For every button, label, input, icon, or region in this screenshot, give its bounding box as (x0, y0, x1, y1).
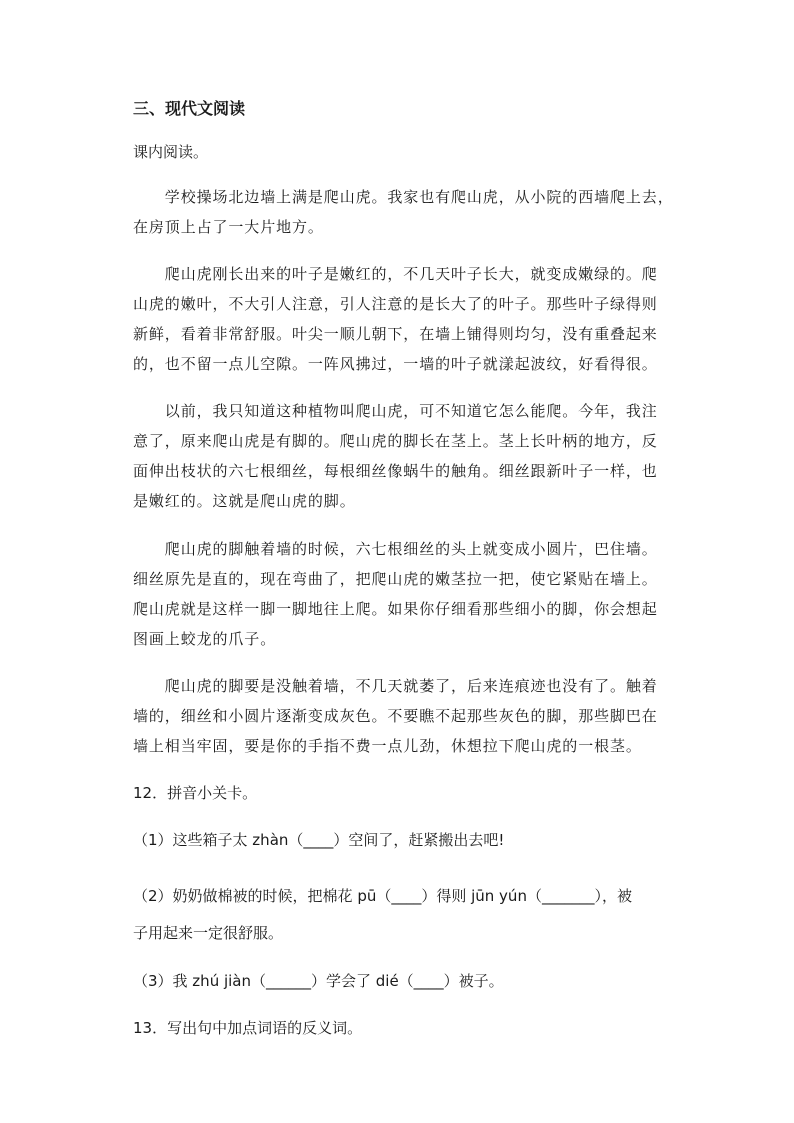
passage-line: 的，也不留一点儿空隙。一阵风拂过，一墙的叶子就漾起波纹，好看得很。 (133, 355, 658, 373)
passage-line: 墙上相当牢固，要是你的手指不费一点儿劲，休想拉下爬山虎的一根茎。 (133, 737, 642, 755)
passage-line: 面伸出枝状的六七根细丝，每根细丝像蜗牛的触角。细丝跟新叶子一样，也 (133, 462, 658, 480)
section-title: 三、现代文阅读 (133, 99, 246, 118)
passage-line: 爬山虎的脚触着墙的时候，六七根细丝的头上就变成小圆片，巴住墙。 (133, 540, 658, 558)
passage-line: 以前，我只知道这种植物叫爬山虎，可不知道它怎么能爬。今年，我注 (133, 402, 658, 420)
question-12-item-2-cont: 子用起来一定很舒服。 (133, 924, 284, 942)
passage-line: 爬山虎就是这样一脚一脚地往上爬。如果你仔细看那些细小的脚，你会想起 (133, 600, 658, 618)
passage-line: 爬山虎刚长出来的叶子是嫩红的，不几天叶子长大，就变成嫩绿的。爬 (133, 265, 658, 283)
passage-line: 细丝原先是直的，现在弯曲了，把爬山虎的嫩茎拉一把，使它紧贴在墙上。 (133, 570, 658, 588)
reading-intro: 课内阅读。 (133, 143, 209, 161)
passage-line: 山虎的嫩叶，不大引人注意，引人注意的是长大了的叶子。那些叶子绿得则 (133, 295, 658, 313)
passage-line: 爬山虎的脚要是没触着墙，不几天就萎了，后来连痕迹也没有了。触着 (133, 677, 658, 695)
passage-line: 图画上蛟龙的爪子。 (133, 630, 277, 648)
passage-line: 学校操场北边墙上满是爬山虎。我家也有爬山虎，从小院的西墙爬上去， (133, 188, 674, 206)
passage-line: 墙的，细丝和小圆片逐渐变成灰色。不要瞧不起那些灰色的脚，那些脚巴在 (133, 707, 658, 725)
passage-line: 新鲜，看着非常舒服。叶尖一顺儿朝下，在墙上铺得则均匀，没有重叠起来 (133, 325, 658, 343)
passage-line: 是嫩红的。这就是爬山虎的脚。 (133, 492, 356, 510)
question-12-item-1: （1）这些箱子太 zhàn（____）空间了，赶紧搬出去吧! (133, 831, 505, 849)
passage-line: 意了，原来爬山虎是有脚的。爬山虎的脚长在茎上。茎上长叶柄的地方，反 (133, 432, 658, 450)
question-12-item-3: （3）我 zhú jiàn（______）学会了 dié（____）被子。 (133, 972, 504, 990)
passage-line: 在房顶上占了一大片地方。 (133, 218, 324, 236)
question-12-title: 12．拼音小关卡。 (133, 784, 258, 802)
question-12-item-2: （2）奶奶做棉被的时候，把棉花 pū（____）得则 jūn yún（_______），被 (133, 887, 632, 905)
question-13-title: 13．写出句中加点词语的反义词。 (133, 1019, 363, 1037)
